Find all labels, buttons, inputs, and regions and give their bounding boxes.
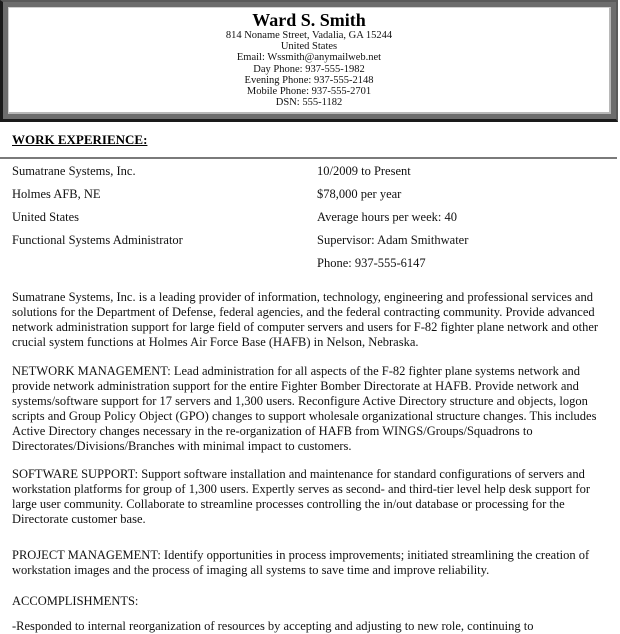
resume-header-content [8,7,611,114]
employment-dates: 10/2009 to Present [317,164,411,178]
contact-dsn: DSN: 555-1182 [275,97,343,109]
job-hours: Average hours per week: 40 [317,210,457,224]
job-location: Holmes AFB, NE [12,187,101,201]
resume-header-box [0,0,618,122]
contact-address: 814 Noname Street, Vadalia, GA 15244 [225,30,393,41]
job-country: United States [12,210,80,224]
job-supervisor: Supervisor: Adam Smithwater [317,233,469,247]
supervisor-phone: Phone: 937-555-6147 [317,256,426,270]
accomplishments-heading: ACCOMPLISHMENTS: [12,594,139,608]
section-divider [0,157,617,159]
contact-country: United States [280,41,338,53]
contact-evening-phone: Evening Phone: 937-555-2148 [244,74,374,86]
contact-day-phone: Day Phone: 937-555-1982 [253,63,365,75]
job-salary: $78,000 per year [317,187,402,201]
employer-name: Sumatrane Systems, Inc. [12,164,136,178]
contact-email: Email: Wssmith@anymailweb.net [236,52,382,64]
job-title: Functional Systems Administrator [12,233,183,247]
job-row-location [12,185,612,208]
software-support-paragraph: SOFTWARE SUPPORT: Support software installation and maintenance for standard configurations of servers and workstation platforms for group of 1,300 users. Expertly serves as second- and third-tier level help desk support for large user community. Collaborate to streamline processes controlling the in/out database or processing for the Directorate customer base. [12,467,590,526]
accomplishment-item: -Responded to internal reorganization of resources by accepting and adjusting to new role, continuing to [12,619,534,633]
job-row-country [12,208,612,231]
project-management-paragraph: PROJECT MANAGEMENT: Identify opportunities in process improvements; initiated streamlining the creation of workstation images and the process of imaging all systems to save time and improve reliability. [12,548,590,577]
job-row-title [12,231,612,254]
contact-mobile-phone: Mobile Phone: 937-555-2701 [246,86,372,98]
job-row-employer [12,162,612,185]
work-experience-heading: WORK EXPERIENCE: [12,132,148,147]
applicant-name: Ward S. Smith [252,10,366,30]
job-row-phone [12,254,612,277]
network-management-paragraph: NETWORK MANAGEMENT: Lead administration for all aspects of the F-82 fighter plane systems network and provide network administration support for the entire Fighter Bomber Directorate at HAFB. Provide network and systems/software support for 17 servers and 1,300 users. Reconfigure Active Directory structure and objects, logon scripts and Group Policy Object (GPO) changes to support wholesale organizational structure changes. This includes Active Directory changes necessary in the re-organization of HAFB from WINGS/Groups/Squadrons to Directorates/Divisions/Branches with minimal impact to customers. [12,364,597,453]
job-details [12,162,612,277]
company-description: Sumatrane Systems, Inc. is a leading provider of information, technology, engineering and professional services and solutions for the Department of Defense, federal agencies, and the federal contracting community. Provide advanced network administration support for large field of computer servers and users for F-82 fighter plane network and other crucial system functions at Holmes Air Force Base (HAFB) in Nelson, Nebraska. [12,290,599,349]
